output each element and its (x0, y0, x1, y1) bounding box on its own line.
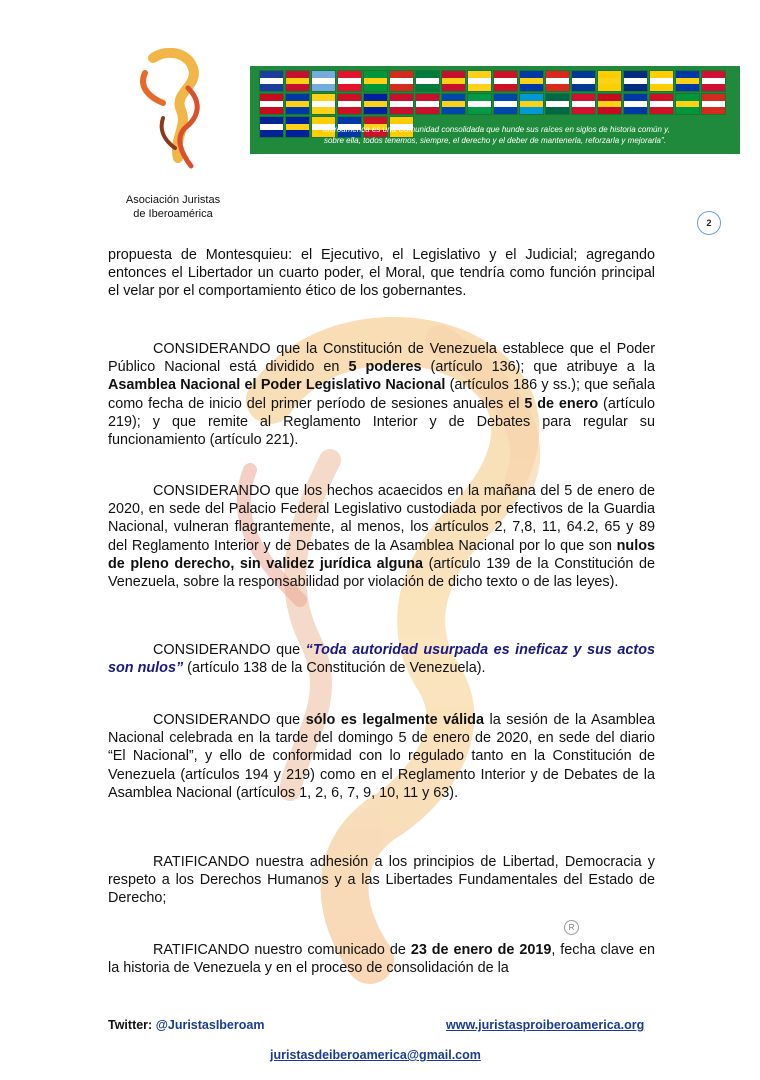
flag-icon (364, 71, 387, 91)
paragraph-ratificando-comunicado: RATIFICANDO nuestro comunicado de 23 de enero de 2019, fecha clave en la historia de Venezuela y en el proceso de consolidación de la (108, 942, 655, 977)
flag-icon (572, 71, 595, 91)
paragraph-considerando-constitucion: CONSIDERANDO que la Constitución de Venezuela establece que el Poder Público Nacional está dividido en 5 poderes (artículo 136); que atribuye a la Asamblea Nacional el Poder Legislativo Nacional (artículos 186 y ss.); que señala como fecha de inicio del primer período de sesiones anuales el 5 de enero (artículo 219); y que remite al Reglamento Interior y de Debates para regular su funcionamiento (artículo 221). (108, 341, 656, 449)
quoted-article: “Toda autoridad usurpada es ineficaz y sus actos son nulos” (108, 642, 655, 677)
flag-icon (442, 94, 465, 114)
flag-icon (312, 71, 335, 91)
page-number: 2 (697, 211, 721, 235)
flag-icon (624, 94, 647, 114)
flags-row (260, 71, 730, 117)
flag-icon (468, 94, 491, 114)
flag-icon (494, 94, 517, 114)
flag-icon (468, 71, 491, 91)
paragraph-ratificando-principios: RATIFICANDO nuestra adhesión a los principios de Libertad, Democracia y respeto a los Derechos Humanos y a las Libertades Fundamentales del Estado de Derecho; (108, 854, 655, 907)
organization-name: Asociación Juristas de Iberoamérica (125, 194, 221, 220)
flag-icon (650, 94, 673, 114)
flag-icon (312, 94, 335, 114)
flag-icon (520, 94, 543, 114)
footer-twitter: Twitter: @JuristasIberoam (108, 1018, 265, 1032)
flag-icon (546, 94, 569, 114)
flag-icon (676, 94, 699, 114)
flag-icon (260, 71, 283, 91)
flag-icon (520, 71, 543, 91)
paragraph-considerando-autoridad: CONSIDERANDO que “Toda autoridad usurpada es ineficaz y sus actos son nulos” (artículo 138 de la Constitución de Venezuela). (108, 642, 655, 677)
flag-icon (598, 71, 621, 91)
email-link[interactable]: juristasdeiberoamerica@gmail.com (270, 1048, 481, 1062)
flag-icon (364, 94, 387, 114)
flag-icon (338, 94, 361, 114)
flag-icon (416, 71, 439, 91)
flag-icon (390, 71, 413, 91)
flag-icon (624, 71, 647, 91)
registered-mark: R (564, 920, 579, 935)
flag-icon (286, 71, 309, 91)
flag-icon (260, 94, 283, 114)
paragraph-considerando-hechos: CONSIDERANDO que los hechos acaecidos en la mañana del 5 de enero de 2020, en sede del Palacio Federal Legislativo custodiada por efectivos de la Guardia Nacional, vulneran flagrantemente, al menos, los artículos 2, 7,8, 11, 64.2, 65 y 89 del Reglamento Interior y de Debates de la Asamblea Nacional por lo que son nulos de pleno derecho, sin validez jurídica alguna (artículo 139 de la Constitución de Venezuela, sobre la responsabilidad por violación de dicho texto o de las leyes). (108, 483, 655, 591)
twitter-handle-link[interactable]: @JuristasIberoam (155, 1018, 265, 1032)
flag-icon (676, 71, 699, 91)
organization-logo (108, 48, 238, 223)
flag-icon (598, 94, 621, 114)
flag-icon (338, 71, 361, 91)
flag-icon (390, 94, 413, 114)
flags-banner (250, 66, 740, 154)
paragraph-considerando-sesion: CONSIDERANDO que sólo es legalmente válida la sesión de la Asamblea Nacional celebrada en la tarde del domingo 5 de enero de 2020, en sede del diario “El Nacional”, y ello de conformidad con lo regulado tanto en la Constitución de Venezuela (artículos 194 y 219) como en el Reglamento Interior y de Debates de la Asamblea Nacional (artículos 1, 2, 6, 7, 9, 10, 11 y 63). (108, 712, 655, 801)
paragraph-montesquieu: propuesta de Montesquieu: el Ejecutivo, el Legislativo y el Judicial; agregando entonces el Libertador un cuarto poder, el Moral, que tendría como función principal el velar por el comportamiento ético de los gobernantes. (108, 247, 655, 300)
flag-icon (442, 71, 465, 91)
flag-icon (286, 94, 309, 114)
flag-icon (650, 71, 673, 91)
flag-icon (546, 71, 569, 91)
ribbon-logo-icon (133, 48, 223, 178)
website-link[interactable]: www.juristasproiberoamerica.org (446, 1018, 645, 1032)
flag-icon (702, 94, 725, 114)
flag-icon (702, 71, 725, 91)
flag-icon (416, 94, 439, 114)
flag-icon (494, 71, 517, 91)
flag-icon (572, 94, 595, 114)
banner-quote: "Iberoamérica es una Comunidad consolidada que hunde sus raíces en siglos de historia común y, sobre ella, todos tenemos, siempre, el derecho y el deber de mantenerla, reforzarla y mejorarla". (320, 125, 670, 145)
